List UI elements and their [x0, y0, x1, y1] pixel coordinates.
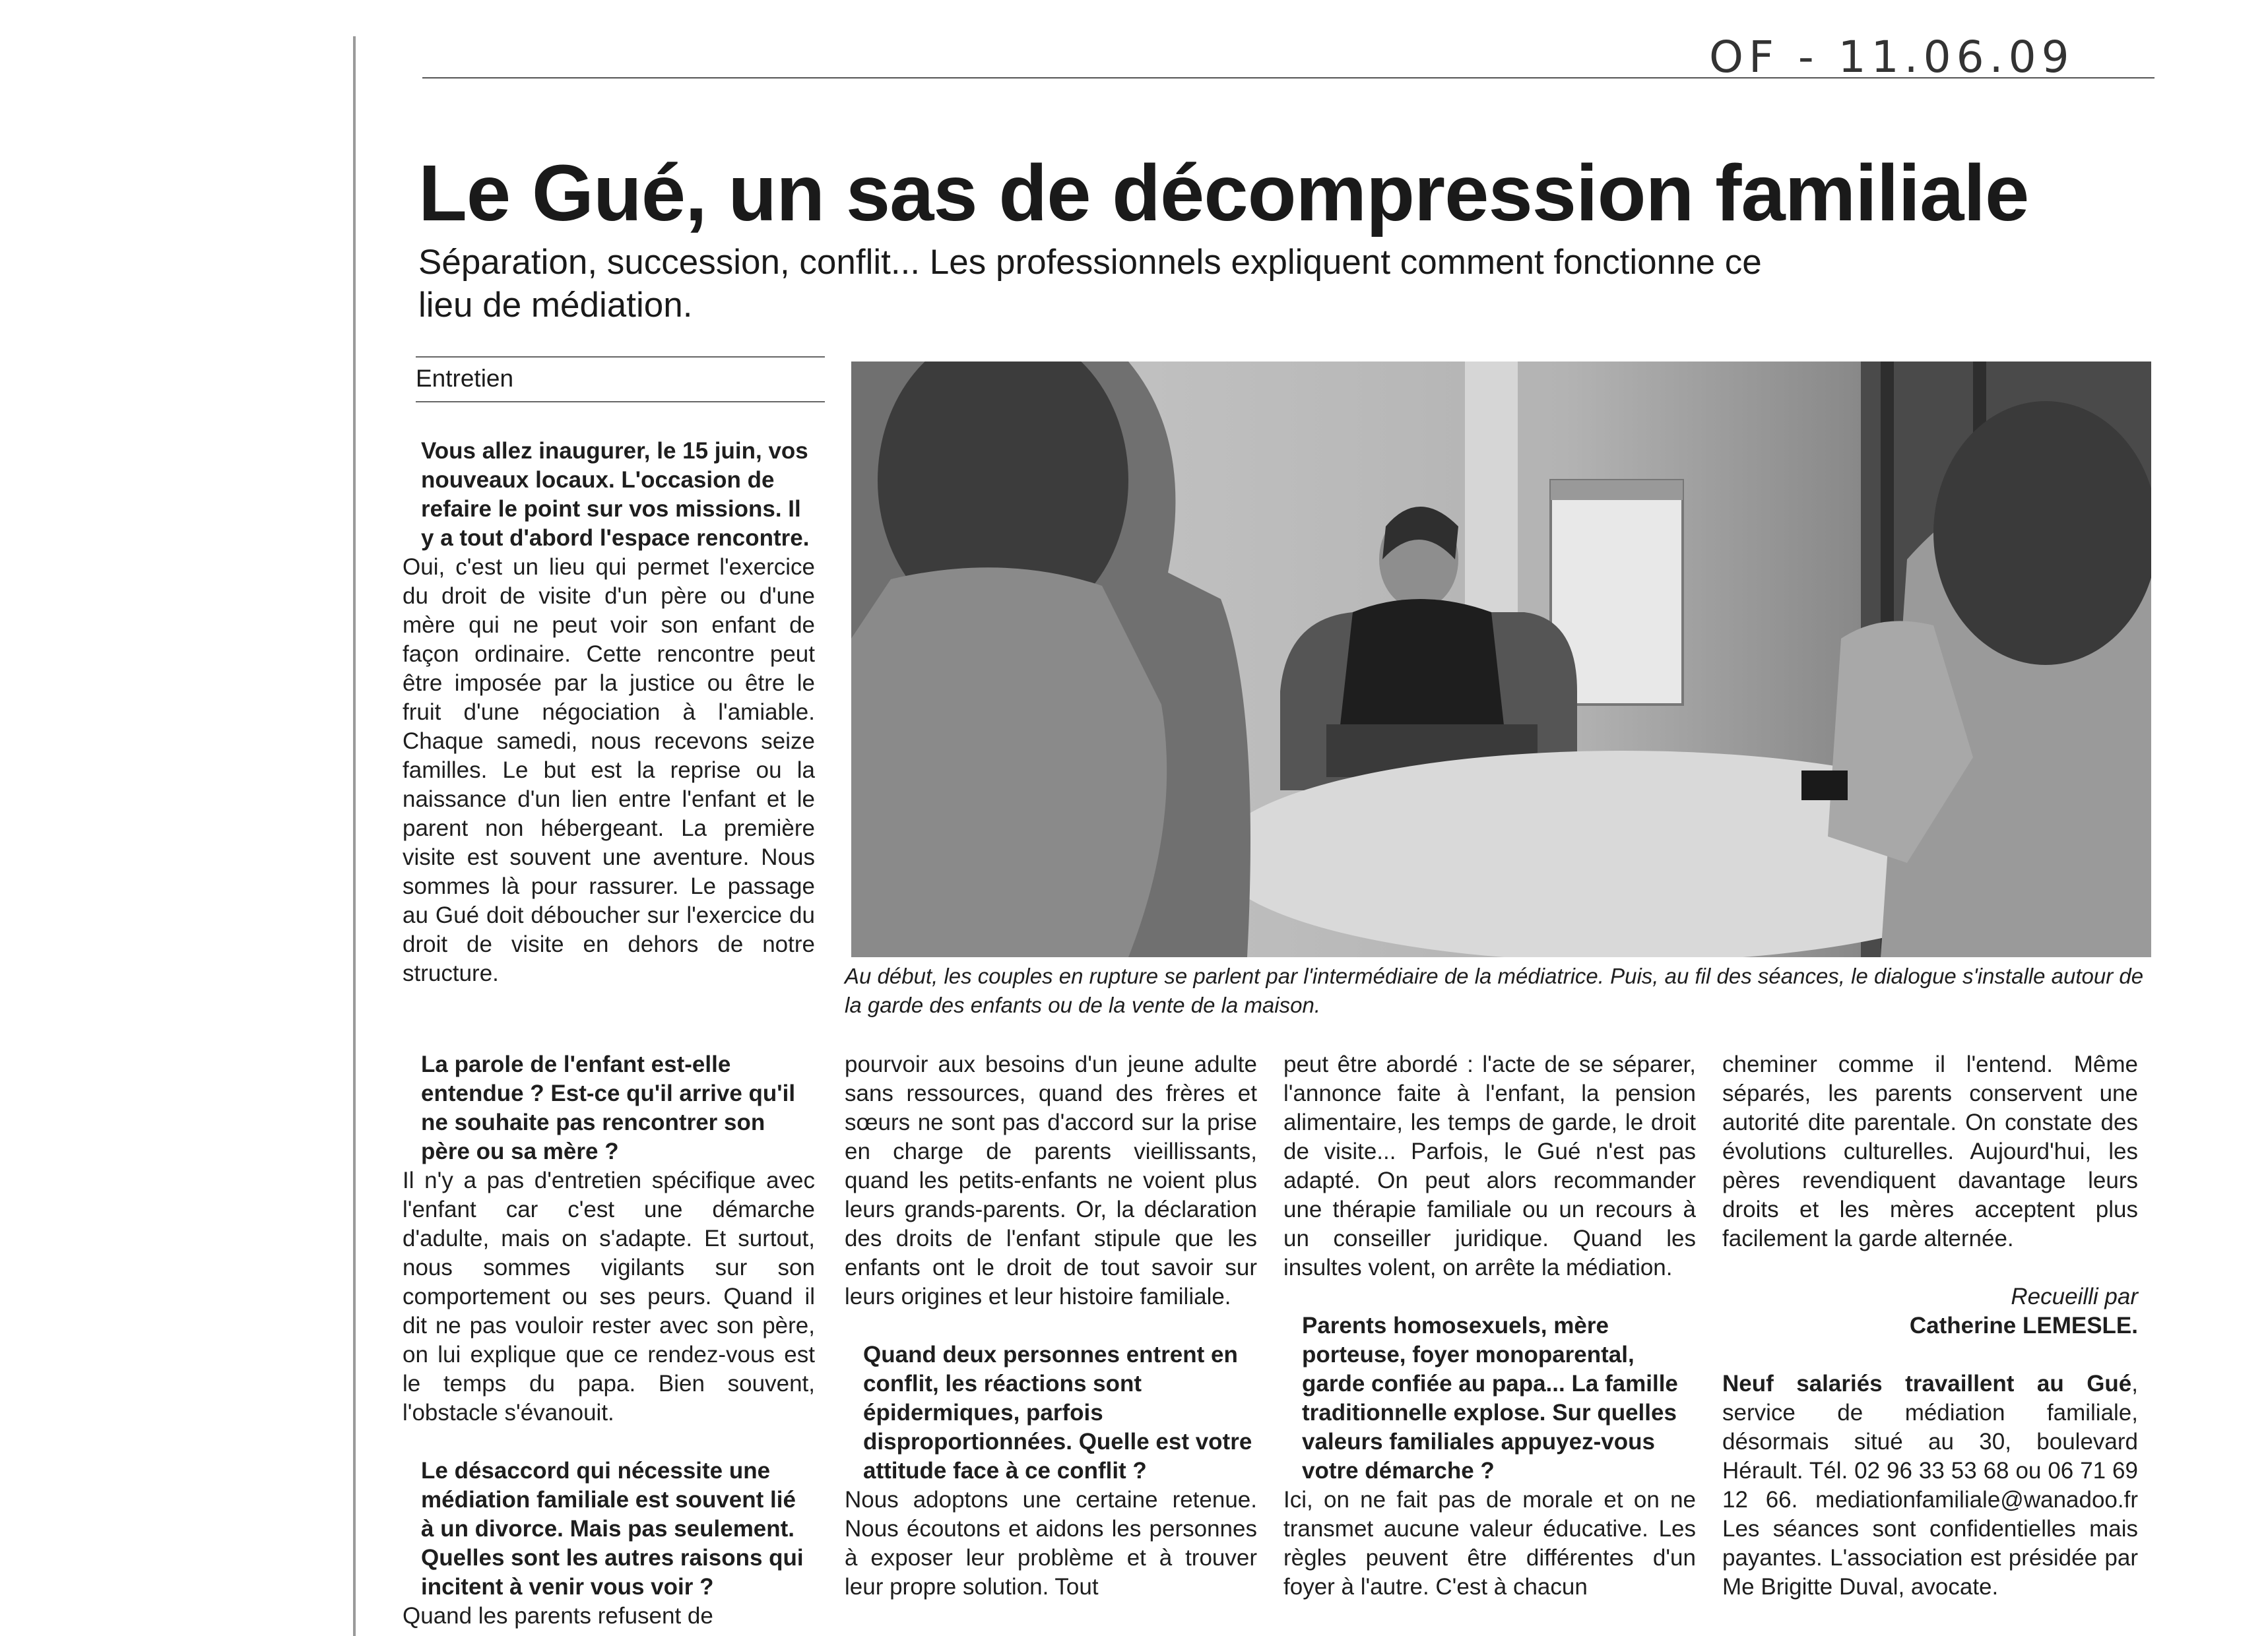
answer-4-start: Nous adoptons une certaine retenue. Nous écoutons et aidons les personnes à exposer leur problème et à trouver leur propre solution. Tout	[845, 1487, 1257, 1600]
paragraph-gap	[1283, 1282, 1696, 1311]
answer-3-start: Quand les parents refusent de	[403, 1603, 713, 1629]
question-5: Parents homosexuels, mère porteuse, foyer monoparental, garde confiée au papa... La famille traditionnelle explose. Sur quelles valeurs familiales appuyez-vous votre démarche ?	[1302, 1313, 1678, 1484]
answer-4-continued: peut être abordé : l'acte de se séparer, l'annonce faite à l'enfant, la pension alimentaire, les temps de garde, le droit de visite... Parfois, le Gué n'est pas adapté. On peut alors recommander une thérapie familiale ou un recours à un conseiller juridique. Quand les insultes volent, on arrête la médiation.	[1283, 1052, 1696, 1280]
credit-author: Catherine LEMESLE.	[1909, 1313, 2138, 1338]
column-4	[1722, 1050, 2138, 1602]
rubric-label: Entretien	[416, 365, 514, 392]
column-2	[845, 1050, 1257, 1602]
column-1-upper	[403, 437, 815, 988]
photo-illustration	[851, 362, 2151, 957]
answer-5-start: Ici, on ne fait pas de morale et on ne transmet aucune valeur éducative. Les règles peuvent être différentes d'un foyer à l'autre. C'est à chacun	[1283, 1487, 1696, 1600]
rubric-rule-top	[416, 356, 825, 358]
photo-caption: Au début, les couples en rupture se parlent par l'intermédiaire de la médiatrice. Puis, au fil des séances, le dialogue s'installe autour de la garde des enfants ou de la vente de la maison.	[845, 964, 2144, 1017]
paragraph-gap	[1722, 1253, 2138, 1282]
paragraph-gap	[403, 1428, 815, 1457]
column-1-lower	[403, 1050, 815, 1631]
question-4: Quand deux personnes entrent en conflit, les réactions sont épidermiques, parfois disproportionnées. Quelle est votre attitude face à ce conflit ?	[863, 1342, 1252, 1484]
answer-5-continued: cheminer comme il l'entend. Même séparés, les parents conservent une autorité dite parentale. On constate des évolutions culturelles. Aujourd'hui, les pères revendiquent davantage leurs droits et les mères acceptent plus facilement la garde alternée.	[1722, 1052, 2138, 1251]
paragraph-gap	[845, 1311, 1257, 1340]
answer-3-continued: pourvoir aux besoins d'un jeune adulte sans ressources, quand des frères et sœurs ne sont pas d'accord sur la prise en charge de parents vieillissants, quand les petits-enfants ne voient plus leurs grands-parents. Or, la déclaration des droits de l'enfant stipule que les enfants ont le droit de tout savoir sur leurs origines et leur histoire familiale.	[845, 1052, 1257, 1309]
answer-2: Il n'y a pas d'entretien spécifique avec l'enfant car c'est une démarche d'adulte, mais on s'adapte. Et surtout, nous sommes vigilants sur son comportement ou ses peurs. Quand il dit ne pas vouloir rester avec son père, on lui explique que ce rendez-vous est le temps du papa. Bien souvent, l'obstacle s'évanouit.	[403, 1168, 815, 1426]
article-subheadline: Séparation, succession, conflit... Les professionnels expliquent comment fonctionne ce lieu de médiation.	[418, 243, 1762, 325]
article-headline: Le Gué, un sas de décompression familiale	[418, 148, 2029, 237]
handwritten-date: OF - 11.06.09	[1709, 32, 2075, 82]
question-3: Le désaccord qui nécessite une médiation familiale est souvent lié à un divorce. Mais pas seulement. Quelles sont les autres raisons qui incitent à venir vous voir ?	[421, 1458, 804, 1600]
infobox-text: , service de médiation familiale, désormais situé au 30, boulevard Hérault. Tél. 02 96 33 53 68 ou 06 71 69 12 66. mediationfamiliale@wanadoo.fr Les séances sont confidentielles mais payantes. L'association est présidée par Me Brigitte Duval, avocate.	[1722, 1371, 2138, 1600]
credit-collected-by: Recueilli par	[2011, 1284, 2138, 1309]
infobox-lead: Neuf salariés travaillent au Gué	[1722, 1371, 2132, 1397]
question-2: La parole de l'enfant est-elle entendue ? Est-ce qu'il arrive qu'il ne souhaite pas rencontrer son père ou sa mère ?	[421, 1052, 796, 1164]
article-photo	[851, 362, 2151, 957]
column-3	[1283, 1050, 1696, 1602]
paragraph-gap	[1722, 1340, 2138, 1369]
scan-margin-line	[353, 36, 356, 1636]
rubric-rule-bottom	[416, 401, 825, 402]
question-1: Vous allez inaugurer, le 15 juin, vos nouveaux locaux. L'occasion de refaire le point sur vos missions. Il y a tout d'abord l'espace rencontre.	[421, 438, 810, 551]
answer-1: Oui, c'est un lieu qui permet l'exercice du droit de visite d'un père ou d'une mère qui ne peut voir son enfant de façon ordinaire. Cette rencontre peut être imposée par la justice ou être le fruit d'une négociation à l'amiable. Chaque samedi, nous recevons seize familles. Le but est la reprise ou la naissance d'un lien entre l'enfant et le parent non hébergeant. La première visite est souvent une aventure. Nous sommes là pour rassurer. Le passage au Gué doit déboucher sur l'exercice du droit de visite en dehors de notre structure.	[403, 554, 815, 986]
infobox	[1722, 1369, 2138, 1602]
